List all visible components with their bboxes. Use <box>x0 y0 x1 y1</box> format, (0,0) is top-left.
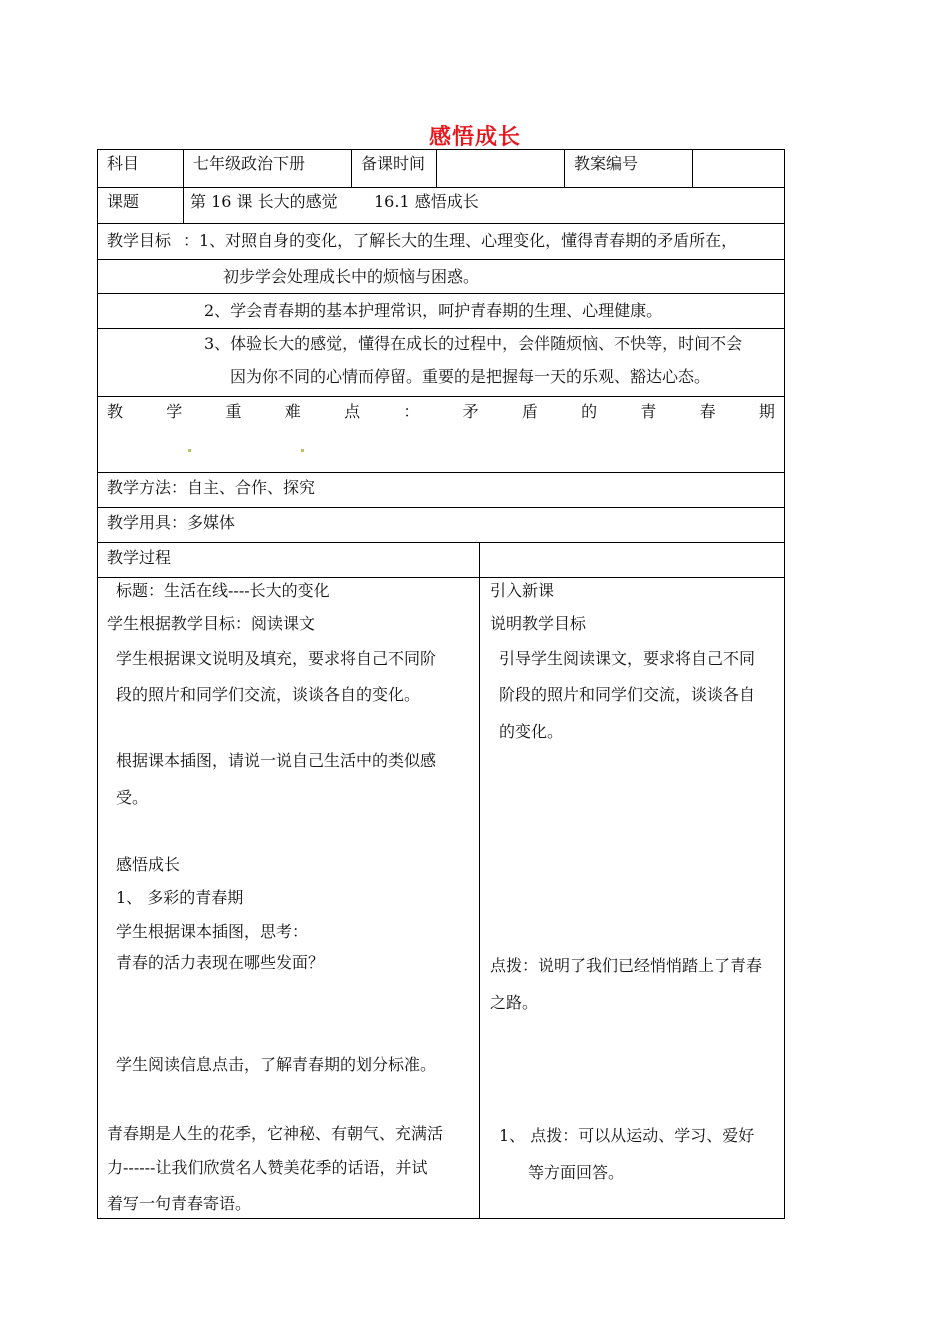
objective-line-4: 3、体验长大的感觉，懂得在成长的过程中，会伴随烦恼、不快等，时间不会 <box>204 334 743 353</box>
topic-label: 课题 <box>107 192 140 211</box>
document-title: 感悟成长 <box>428 125 521 150</box>
subject-label: 科目 <box>107 154 140 173</box>
tools-text: 教学用具：多媒体 <box>107 513 236 532</box>
objective-row-1 <box>98 224 784 260</box>
objectives-label: 教学目标 <box>107 231 172 250</box>
process-left-line: 学生根据教学目标：阅读课文 <box>107 614 316 633</box>
process-left-line: 学生根据课本插图，思考： <box>116 922 309 941</box>
process-right-line: 之路。 <box>490 993 539 1012</box>
teacher-guidance-column <box>479 578 784 1218</box>
process-left-line: 段的照片和同学们交流，谈谈各自的变化。 <box>116 685 421 704</box>
process-right-line: 阶段的照片和同学们交流，谈谈各自 <box>499 685 756 704</box>
plan-no-value-cell <box>692 150 785 187</box>
subject-label-cell <box>98 150 183 187</box>
process-body-row <box>98 578 784 1218</box>
process-left-line: 着写一句青春寄语。 <box>107 1194 252 1213</box>
process-right-line: 的变化。 <box>499 722 564 741</box>
objective-line-1: ：1、对照自身的变化，了解长大的生理、心理变化，懂得青春期的矛盾所在， <box>183 231 738 250</box>
process-left-line: 学生根据课文说明及填充，要求将自己不同阶 <box>116 649 437 668</box>
subject-value-cell <box>183 150 351 187</box>
process-right-line: 说明教学目标 <box>490 614 587 633</box>
process-right-line: 引导学生阅读课文，要求将自己不同 <box>499 649 756 668</box>
plan-no-label: 教案编号 <box>574 154 639 173</box>
objective-row-4 <box>98 329 784 397</box>
student-activities-column <box>98 578 479 1218</box>
header-row <box>98 150 784 188</box>
process-header-row <box>98 543 784 578</box>
process-right-line: 引入新课 <box>490 581 555 600</box>
objective-line-3: 2、学会青春期的基本护理常识，呵护青春期的生理、心理健康。 <box>204 301 663 320</box>
objective-line-5: 因为你不同的心情而停留。重要的是把握每一天的乐观、豁达心态。 <box>230 367 711 386</box>
process-label: 教学过程 <box>107 548 172 567</box>
topic-lesson: 第 16 课 长大的感觉 <box>190 192 338 211</box>
process-left-line: 1、 多彩的青春期 <box>116 888 244 907</box>
topic-row <box>98 188 784 224</box>
process-left-line: 根据课本插图，请说一说自己生活中的类似感 <box>116 751 437 770</box>
process-header-cell <box>98 543 479 577</box>
topic-value-cell <box>183 188 784 223</box>
process-right-line: 1、 点拨：可以从运动、学习、爱好 <box>499 1126 755 1145</box>
process-left-line: 力------让我们欣赏名人赞美花季的话语，并试 <box>107 1158 428 1177</box>
time-value-cell <box>436 150 564 187</box>
process-right-line: 等方面回答。 <box>528 1163 625 1182</box>
objective-row-3 <box>98 294 784 329</box>
tools-row <box>98 508 784 543</box>
process-left-line: 青春期是人生的花季，它神秘、有朝气、充满活 <box>107 1124 444 1143</box>
plan-no-label-cell <box>564 150 692 187</box>
lesson-plan-table <box>97 149 785 1219</box>
scan-dot <box>301 449 304 452</box>
process-left-line: 感悟成长 <box>116 855 181 874</box>
time-label: 备课时间 <box>361 154 426 173</box>
process-left-line: 学生阅读信息点击，了解青春期的划分标准。 <box>116 1055 437 1074</box>
topic-section: 16.1 感悟成长 <box>374 192 479 211</box>
scan-dot <box>188 449 191 452</box>
objective-line-2: 初步学会处理成长中的烦恼与困惑。 <box>223 267 480 286</box>
time-label-cell <box>351 150 436 187</box>
topic-label-cell <box>98 188 183 223</box>
process-header-empty-cell <box>479 543 784 577</box>
subject-value: 七年级政治下册 <box>193 154 306 173</box>
process-left-line: 受。 <box>116 788 149 807</box>
process-left-line: 标题：生活在线----长大的变化 <box>116 581 330 600</box>
objective-row-2 <box>98 260 784 294</box>
method-row <box>98 473 784 508</box>
key-points-row <box>98 397 784 473</box>
process-left-line: 青春的活力表现在哪些发面？ <box>116 953 325 972</box>
key-points-text: 教 学 重 难 点 ： 矛 盾 的 青 春 期 <box>107 402 775 421</box>
method-text: 教学方法：自主、合作、探究 <box>107 478 316 497</box>
process-right-line: 点拨：说明了我们已经悄悄踏上了青春 <box>490 956 763 975</box>
